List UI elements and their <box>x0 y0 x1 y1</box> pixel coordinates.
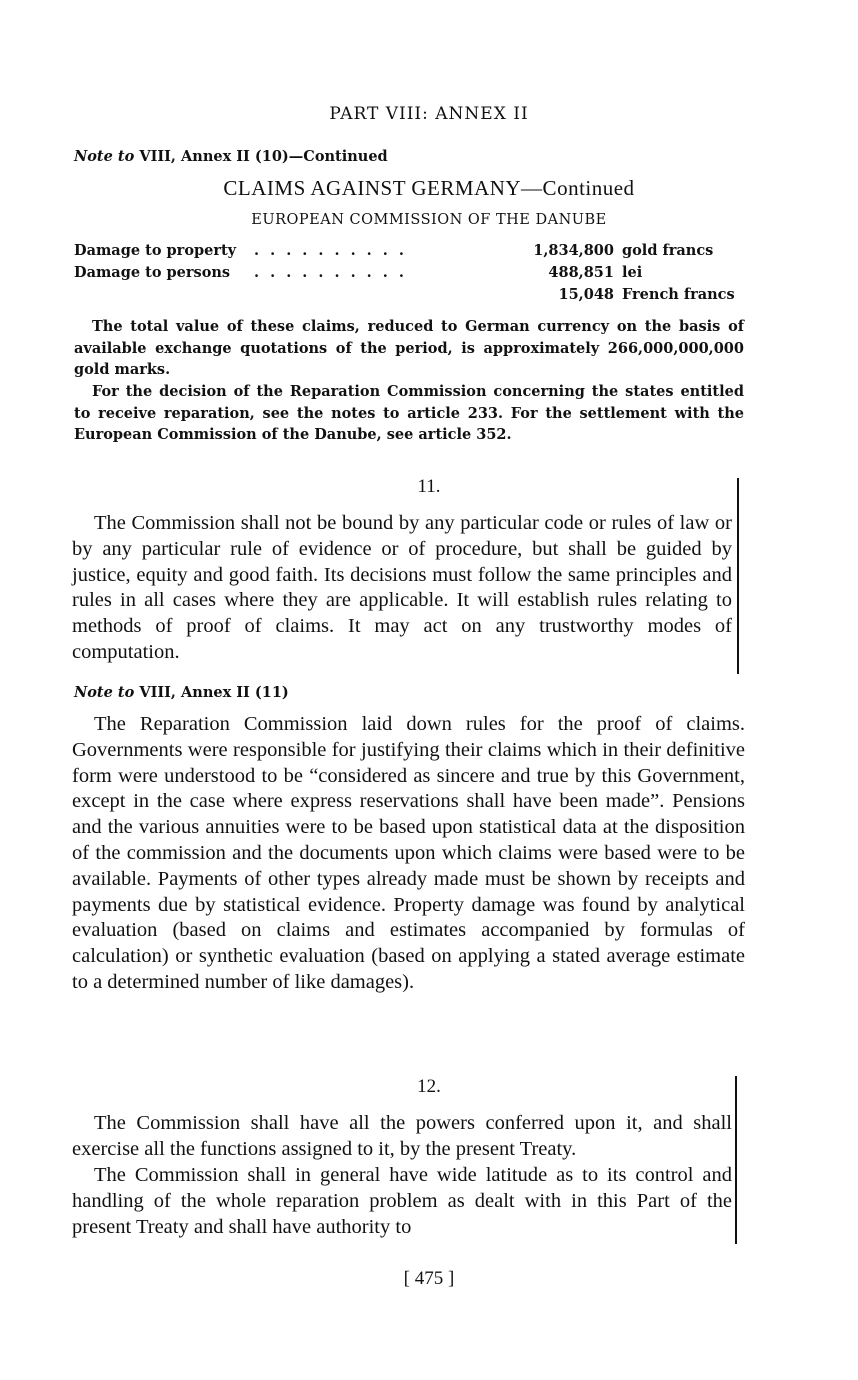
claim-amount: 488,851 <box>548 264 614 281</box>
claims-title: CLAIMS AGAINST GERMANY—Continued <box>223 176 635 200</box>
claim-label: Damage to persons <box>74 264 231 281</box>
note-11-paragraph: The Reparation Commission laid down rules for the proof of claims. Governments were responsible for justifying their claims which in their definitive form were understood to be “considered as sincere and true by this Government, except in the case where express reservations shall have been made”. Pensions and the various annuities were to be based upon statistical data at the disposition of the commission and the documents upon which claims were based were to be available. Payments of other types already made must be shown by receipts and payments due by statistical evidence. Property damage was found by analytical evaluation (based on claims and estimates accompanied by formulas of calculation) or synthetic evaluation (based on applying a stated average estimate to a determined number of like damages). <box>72 713 745 993</box>
claims-table <box>74 242 754 308</box>
article-paragraph: The Commission shall not be bound by any particular code or rules of law or by any particular rule of evidence or of procedure, but shall be guided by justice, equity and good faith. Its decisions must follow the same principles and rules in all cases where they are applicable. It will establish rules relating to methods of proof of claims. It may act on any trustworthy modes of computation. <box>72 512 732 663</box>
leader-dots: . . . . . . . . . . <box>254 242 407 259</box>
claim-amount: 1,834,800 <box>533 242 614 259</box>
margin-rule <box>737 478 739 674</box>
claim-row <box>74 286 754 308</box>
claims-subtitle: EUROPEAN COMMISSION OF THE DANUBE <box>251 212 607 228</box>
note-word: Note to <box>74 684 135 701</box>
section-number-12: 12. <box>417 1076 441 1097</box>
margin-rule <box>735 1076 737 1244</box>
claim-label: Damage to property <box>74 242 237 259</box>
note-11-heading <box>74 684 289 701</box>
claim-unit: lei <box>622 264 643 281</box>
article-paragraph: The Commission shall in general have wide latitude as to its control and handling of the whole reparation problem as dealt with in this Part of the present Treaty and shall have authority to <box>72 1164 732 1238</box>
note-paragraph: For the decision of the Reparation Commission concerning the states entitled to receive reparation, see the notes to article 233. For the settlement with the European Commission of the Danube, see article 352. <box>74 383 744 443</box>
section-number-11: 11. <box>417 476 441 497</box>
claim-row <box>74 264 754 286</box>
article-paragraph: The Commission shall have all the powers conferred upon it, and shall exercise all the functions assigned to it, by the present Treaty. <box>72 1112 732 1160</box>
claim-amount: 15,048 <box>558 286 614 303</box>
page-number: [ 475 ] <box>403 1268 455 1289</box>
note-reference: VIII, Annex II (10)—Continued <box>139 148 388 165</box>
claim-row <box>74 242 754 264</box>
note-word: Note to <box>74 148 135 165</box>
leader-dots: . . . . . . . . . . <box>254 264 407 281</box>
note-10-heading <box>74 148 388 165</box>
note-paragraph: The total value of these claims, reduced to German currency on the basis of available exchange quotations of the period, is approximately 266,000,000,000 gold marks. <box>74 318 744 378</box>
running-head: PART VIII: ANNEX II <box>329 104 529 124</box>
claim-unit: gold francs <box>622 242 714 259</box>
claim-unit: French francs <box>622 286 735 303</box>
note-reference: VIII, Annex II (11) <box>139 684 289 701</box>
